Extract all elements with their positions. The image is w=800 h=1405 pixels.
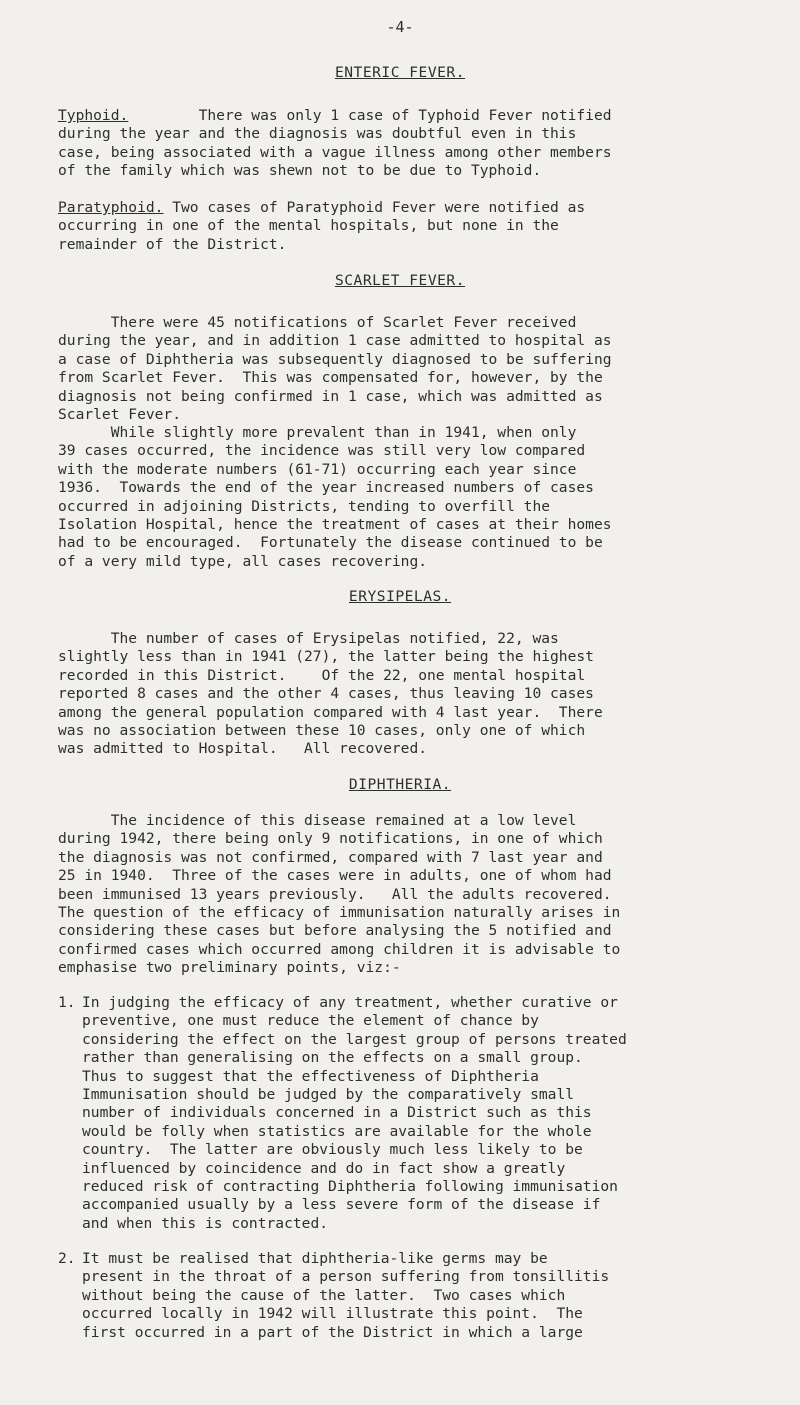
paragraph-erysipelas: The number of cases of Erysipelas notified, 22, was slightly less than in 1941 (27), the latter being the highest recorded in this District. Of the 22, one mental hospital reported 8 cases and the other 4 cases, thus leaving 10 cases among the general population compared with 4 last year. There was no association between these 10 cases, only one of which was admitted to Hospital. All recovered. (58, 630, 603, 758)
paragraph-scarlet-1: There were 45 notifications of Scarlet Fever received during the year, and in addition 1 case admitted to hospital as a case of Diphtheria was subsequently diagnosed to be suffering from Scarlet Fever. This was compensated for, however, by the diagnosis not being confirmed in 1 case, which was admitted as Scarlet Fever. (58, 314, 612, 424)
point-number: 2. (58, 1250, 76, 1267)
paragraph-typhoid: Typhoid. There was only 1 case of Typhoid Fever notified during the year and the diagnosis was doubtful even in this case, being associated with a vague illness among other members of the family which was shewn not to be due to Typhoid. (58, 107, 612, 180)
page-number: -4- (386, 18, 414, 36)
heading-enteric-fever: ENTERIC FEVER. (334, 64, 465, 81)
paragraph-paratyphoid: Paratyphoid. Two cases of Paratyphoid Fever were notified as occurring in one of the mental hospitals, but none in the remainder of the District. (58, 199, 586, 253)
label-paratyphoid: Paratyphoid. (58, 199, 164, 216)
paragraph-diphtheria: The incidence of this disease remained at a low level during 1942, there being only 9 notifications, in one of which the diagnosis was not confirmed, compared with 7 last year and 25 in 1940. Three of the cases were in adults, one of whom had been immunised 13 years previously. All the adults recovered. The question of the efficacy of immunisation naturally arises in considering these cases but before analysing the 5 notified and confirmed cases which occurred among children it is advisable to emphasise two preliminary points, viz:- (58, 812, 621, 977)
paragraph-scarlet-2: While slightly more prevalent than in 1941, when only 39 cases occurred, the incidence was still very low compared with the moderate numbers (61-71) occurring each year since 1936. Towards the end of the year increased numbers of cases occurred in adjoining Districts, tending to overfill the Isolation Hospital, hence the treatment of cases at their homes had to be encouraged. Fortunately the disease continued to be of a very mild type, all cases recovering. (58, 424, 612, 570)
point-number: 1. (58, 994, 76, 1011)
heading-diphtheria: DIPHTHERIA. (348, 776, 452, 793)
point-text: In judging the efficacy of any treatment, whether curative or preventive, one must reduce the element of chance by considering the effect on the largest group of persons treated rather than generalising on the effects on a small group. Thus to suggest that the effectiveness of Diphtheria Immunisation should be judged by the comparatively small number of individuals concerned in a District such as this would be folly when statistics are available for the whole country. The latter are obviously much less likely to be influenced by coincidence and do in fact show a greatly reduced risk of contracting Diphtheria following immunisation accompanied usually by a less severe form of the disease if and when this is contracted. (82, 994, 627, 1232)
point-text: It must be realised that diphtheria-like germs may be present in the throat of a person suffering from tonsillitis without being the cause of the latter. Two cases which occurred locally in 1942 will illustrate this point. The first occurred in a part of the District in which a large (82, 1250, 610, 1341)
heading-erysipelas: ERYSIPELAS. (348, 588, 452, 605)
label-typhoid: Typhoid. (58, 107, 129, 124)
heading-scarlet-fever: SCARLET FEVER. (334, 272, 465, 289)
